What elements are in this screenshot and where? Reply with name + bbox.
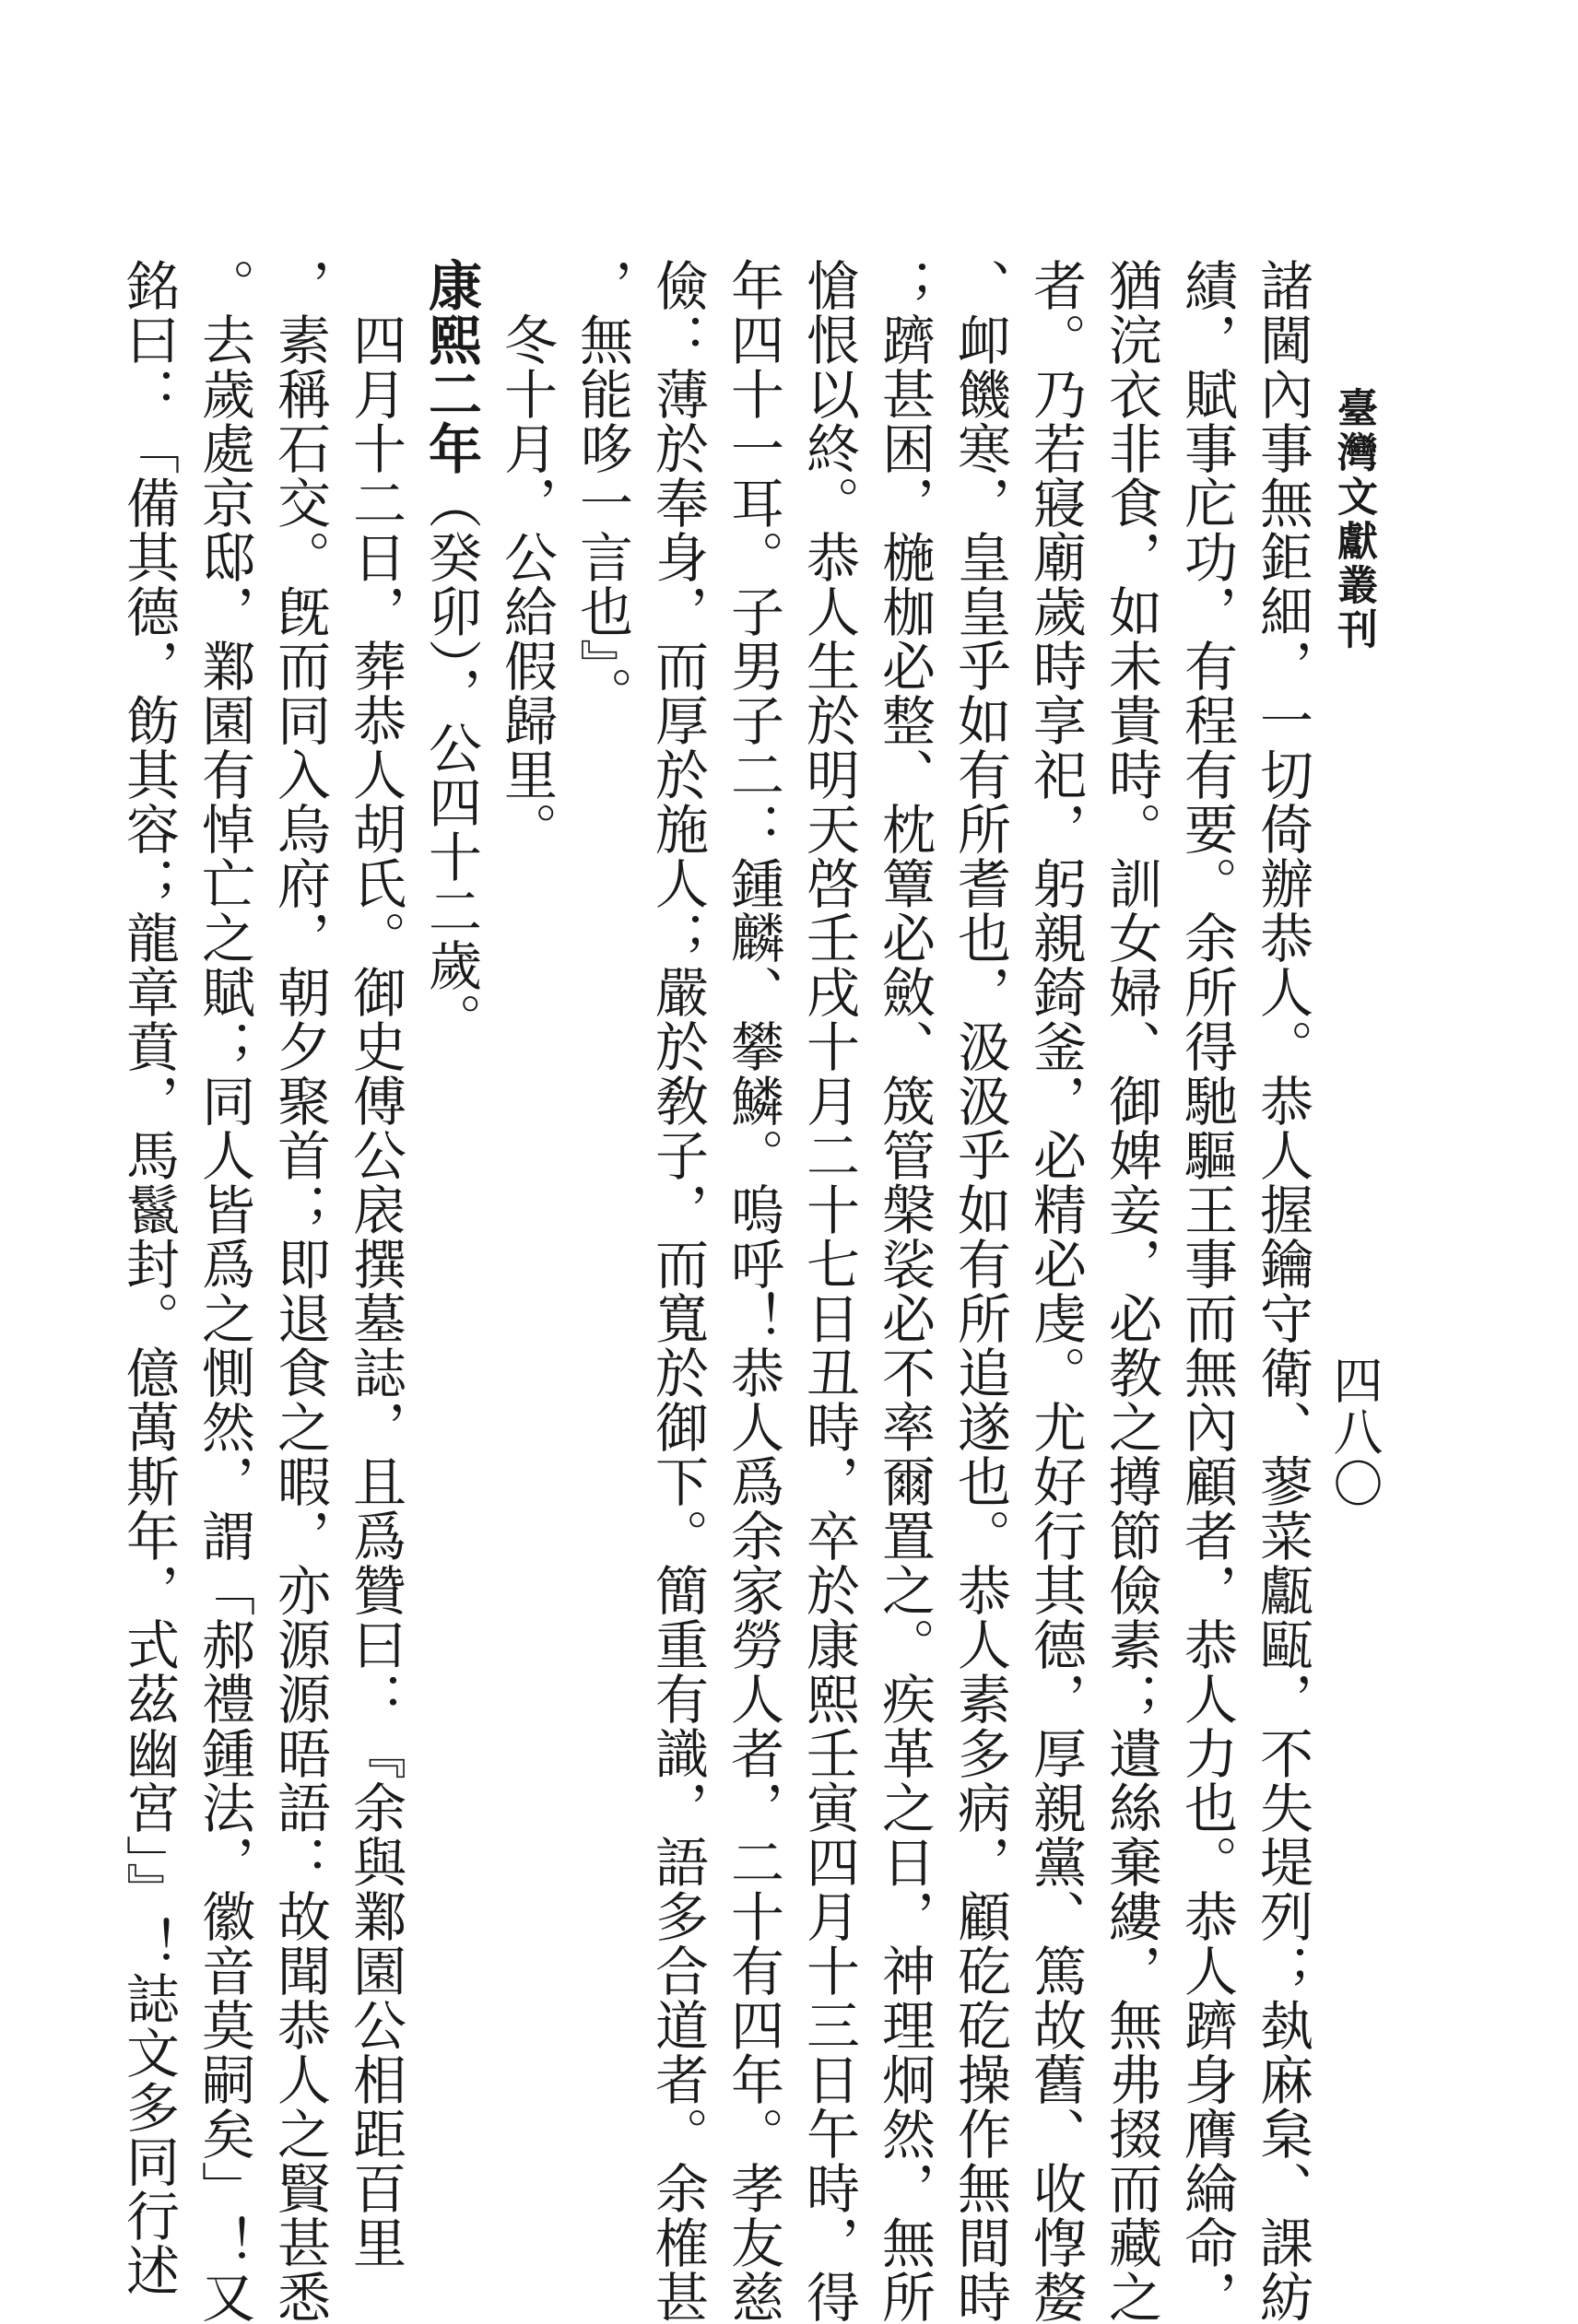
text-column: 冬十月，公給假歸里。 <box>495 258 558 856</box>
text-column: ，無能哆一言也』。 <box>571 258 633 721</box>
text-column: 年四十一耳。子男子二：鍾麟、攀鱗。嗚呼！恭人爲余家勞人者，二十有四年。孝友慈 <box>722 258 784 2324</box>
text-column: 。去歲處京邸，鄴園有悼亡之賦；同人皆爲之惻然，謂「郝禮鍾法，徽音莫嗣矣」！又 <box>193 258 255 2324</box>
text-column: 績，賦事庀功，有程有要。余所得馳驅王事而無內顧者，恭人力也。恭人躋身膺綸命， <box>1175 258 1238 2324</box>
text-column: 愴恨以終。恭人生於明天啓壬戌十月二十七日丑時，卒於康熙壬寅四月十三日午時，得 <box>797 258 860 2324</box>
text-column: 銘曰：「備其德，飭其容；龍章賁，馬鬣封。億萬斯年，式茲幽宮」』！誌文多同行述 <box>117 258 180 2297</box>
year-heading-column <box>413 258 489 2156</box>
year-heading: 康熙二年 <box>419 258 482 475</box>
text-column: 、卹饑寒，皇皇乎如有所耆也，汲汲乎如有所追遂也。恭人素多病，顧矻矻操作無間時 <box>948 258 1011 2324</box>
text-column: 四月十二日，葬恭人胡氏。御史傅公扆撰墓誌，且爲贊曰：『余與鄴園公相距百里 <box>344 258 406 2270</box>
series-title: 臺灣文獻叢刊 <box>1330 387 1377 652</box>
year-heading-note: （癸卯），公四十二歲。 <box>419 475 482 1047</box>
text-column: 諸閫內事無鉅細，一切倚辦恭人。恭人握鑰守衛、蓼菜甗甌，不失堤列；埶麻枲、課紡 <box>1251 258 1313 2324</box>
text-column: ；躋甚困，椸枷必整、枕簟必斂、筬管槃裟必不率爾置之。疾革之日，神理炯然，無所 <box>873 258 936 2324</box>
text-column: 儉：薄於奉身，而厚於施人；嚴於敎子，而寬於御下。簡重有識，語多合道者。余榷甚 <box>646 258 709 2324</box>
page-number: 四八〇 <box>1325 1355 1384 1509</box>
text-column: ，素稱石交。旣而同入烏府，朝夕聚首；即退食之暇，亦源源晤語：故聞恭人之賢甚悉 <box>268 258 331 2324</box>
body-text <box>111 258 1320 2324</box>
text-column: 者。乃若寢廟歲時享祀，躬親錡釜，必精必虔。尤好行其德，厚親黨、篤故舊、收惸嫠 <box>1024 258 1087 2324</box>
text-column: 猶浣衣非食，如未貴時。訓女婦、御婢妾，必教之撙節儉素；遺絲棄縷，無弗掇而藏之 <box>1100 258 1162 2324</box>
